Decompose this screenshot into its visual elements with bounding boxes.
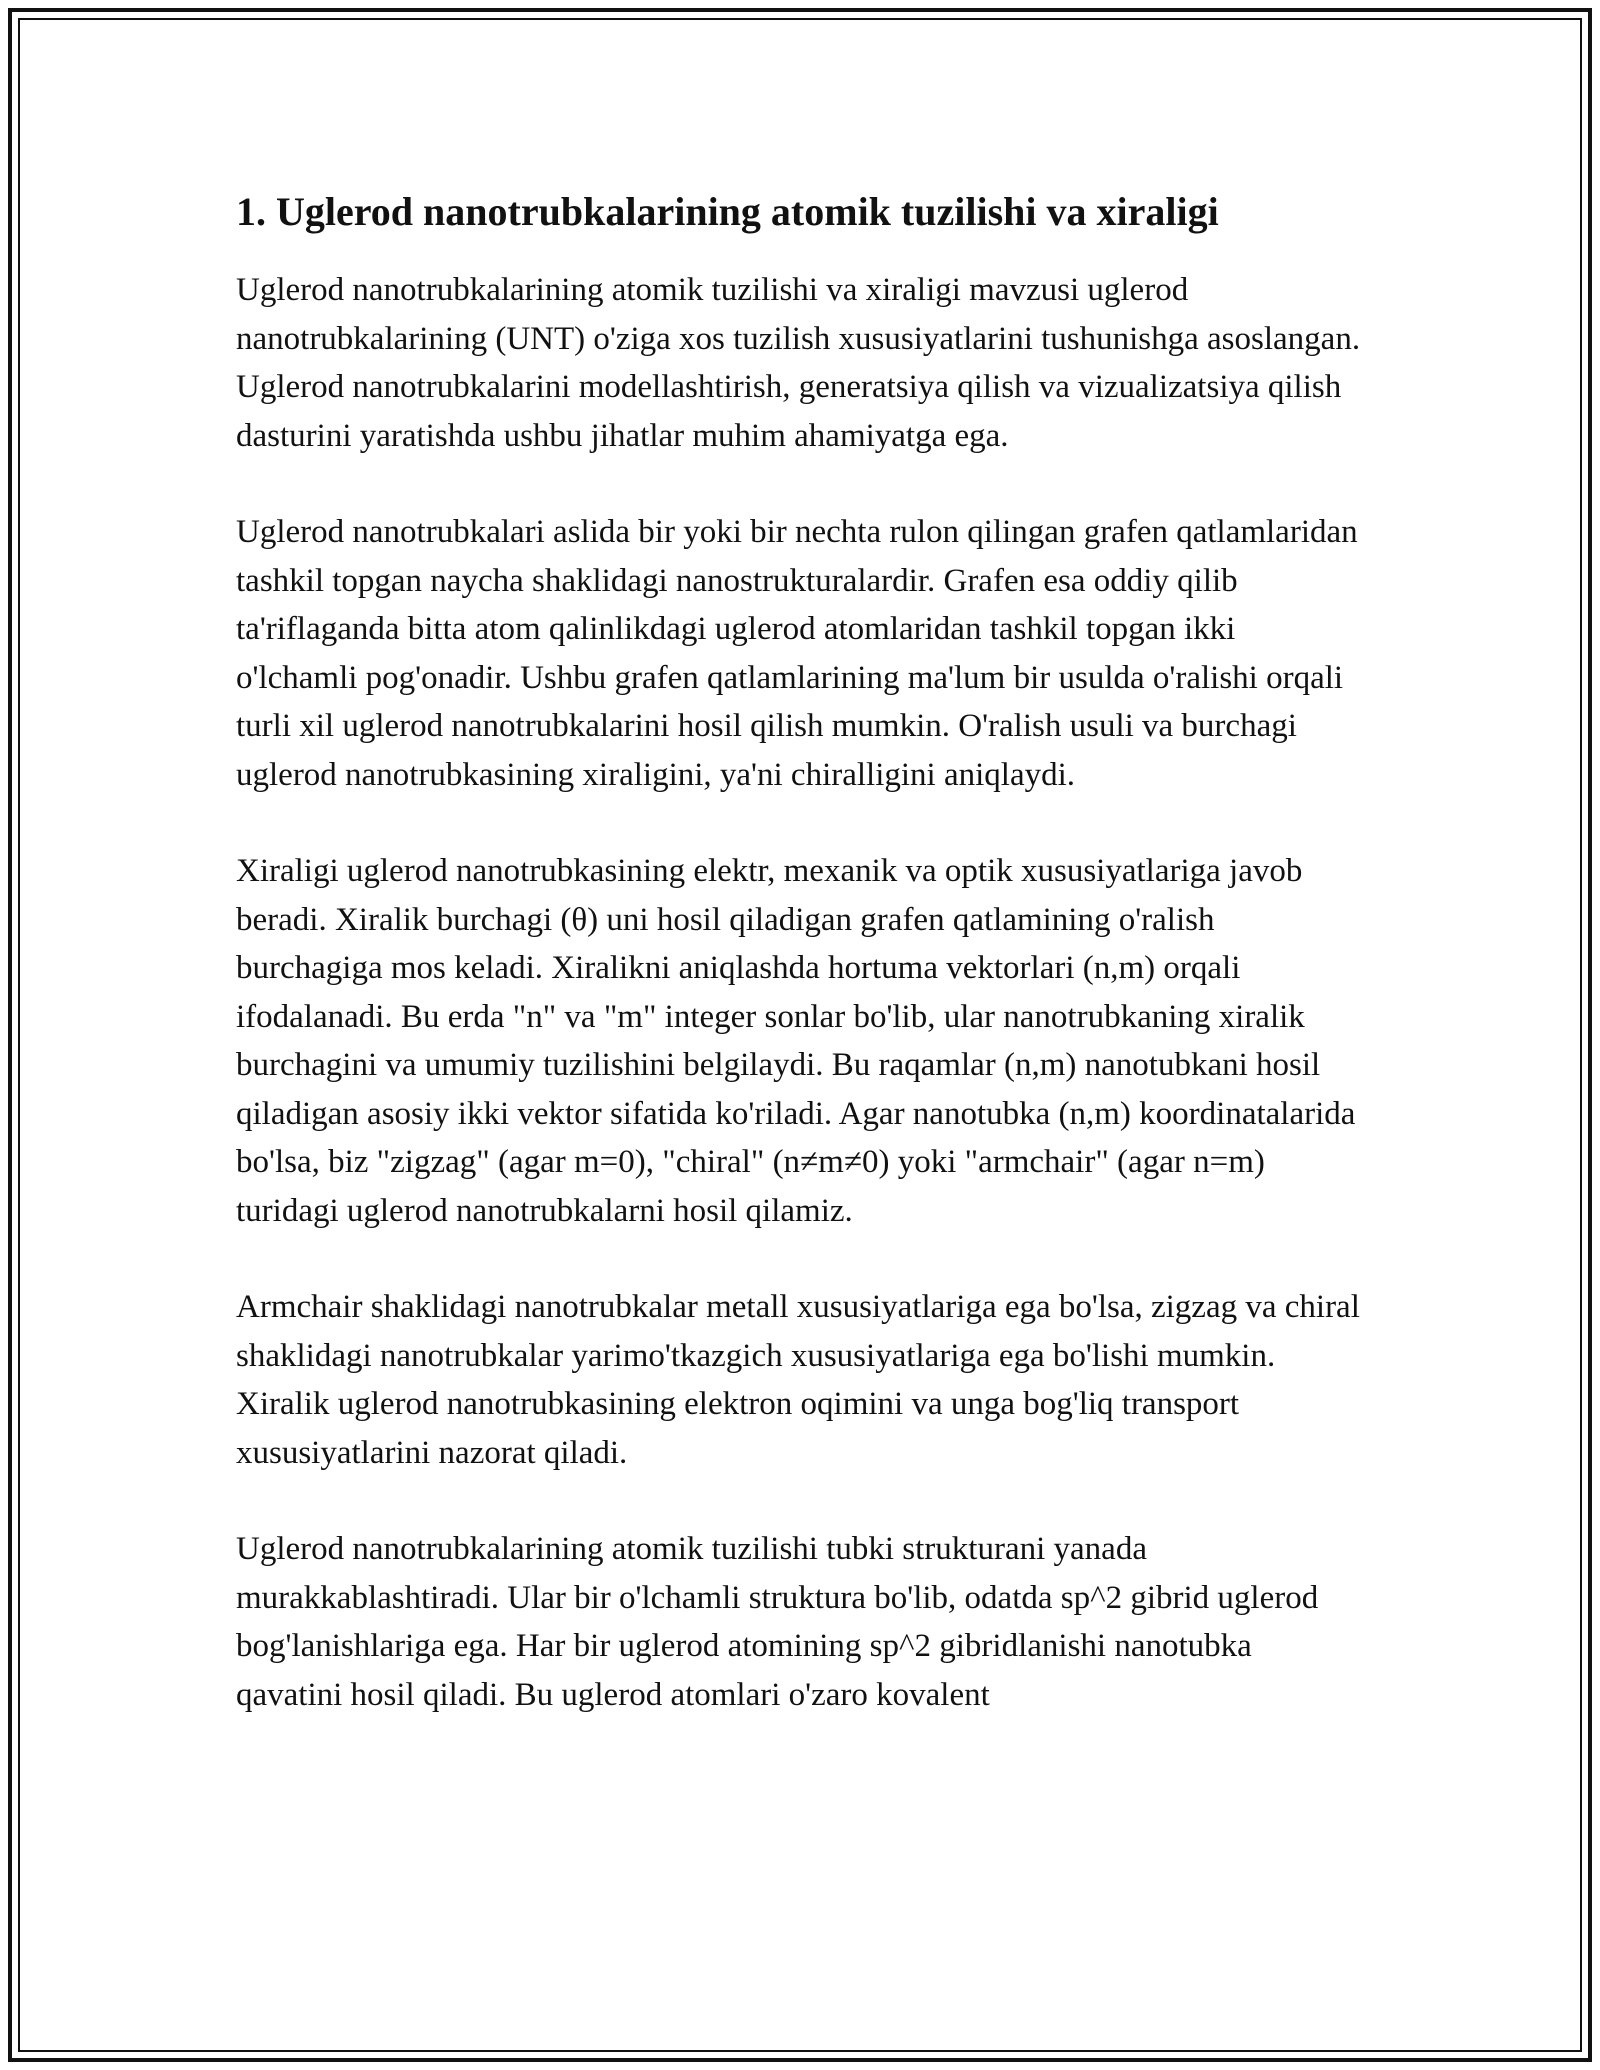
paragraph-2: Uglerod nanotrubkalari aslida bir yoki bir nechta rulon qilingan grafen qatlamlaridan tashkil topgan naycha shaklidagi nanostrukturalardir. Grafen esa oddiy qilib ta'riflaganda bitta atom qalinlikdagi uglerod atomlaridan tashkil topgan ikki o'lchamli pog'onadir. Ushbu grafen qatlamlarining ma'lum bir usulda o'ralishi orqali turli xil uglerod nanotrubkalarini hosil qilish mumkin. O'ralish usuli va burchagi uglerod nanotrubkasining xiraligini, ya'ni chiralligini aniqlaydi. (236, 514, 1358, 793)
paragraph-5: Uglerod nanotrubkalarining atomik tuzilishi tubki strukturani yanada murakkablashtiradi. Ular bir o'lchamli struktura bo'lib, odatda sp^2 gibrid uglerod bog'lanishlariga ega. Har bir uglerod atomining sp^2 gibridlanishi nanotubka qavatini hosil qiladi. Bu uglerod atomlari o'zaro kovalent (236, 1531, 1319, 1713)
document-body (236, 186, 1364, 1767)
paragraph-4: Armchair shaklidagi nanotrubkalar metall xususiyatlariga ega bo'lsa, zigzag va chiral shaklidagi nanotrubkalar yarimo'tkazgich xususiyatlariga ega bo'lishi mumkin. Xiralik uglerod nanotrubkasining elektron oqimini va unga bog'liq transport xususiyatlarini nazorat qiladi. (236, 1289, 1360, 1471)
paragraph-3: Xiraligi uglerod nanotrubkasining elektr, mexanik va optik xususiyatlariga javob beradi. Xiralik burchagi (θ) uni hosil qiladigan grafen qatlamining o'ralish burchagiga mos keladi. Xiralikni aniqlashda hortuma vektorlari (n,m) orqali ifodalanadi. Bu erda "n" va "m" integer sonlar bo'lib, ular nanotrubkaning xiralik burchagini va umumiy tuzilishini belgilaydi. Bu raqamlar (n,m) nanotubkani hosil qiladigan asosiy ikki vektor sifatida ko'riladi. Agar nanotubka (n,m) koordinatalarida bo'lsa, biz "zigzag" (agar m=0), "chiral" (n≠m≠0) yoki "armchair" (agar n=m) turidagi uglerod nanotrubkalarni hosil qilamiz. (236, 853, 1356, 1229)
section-heading: 1. Uglerod nanotrubkalarining atomik tuzilishi va xiraligi (236, 189, 1219, 234)
paragraph-1: Uglerod nanotrubkalarining atomik tuzilishi va xiraligi mavzusi uglerod nanotrubkalarining (UNT) o'ziga xos tuzilish xususiyatlarini tushunishga asoslangan. Uglerod nanotrubkalarini modellashtirish, generatsiya qilish va vizualizatsiya qilish dasturini yaratishda ushbu jihatlar muhim ahamiyatga ega. (236, 272, 1361, 454)
